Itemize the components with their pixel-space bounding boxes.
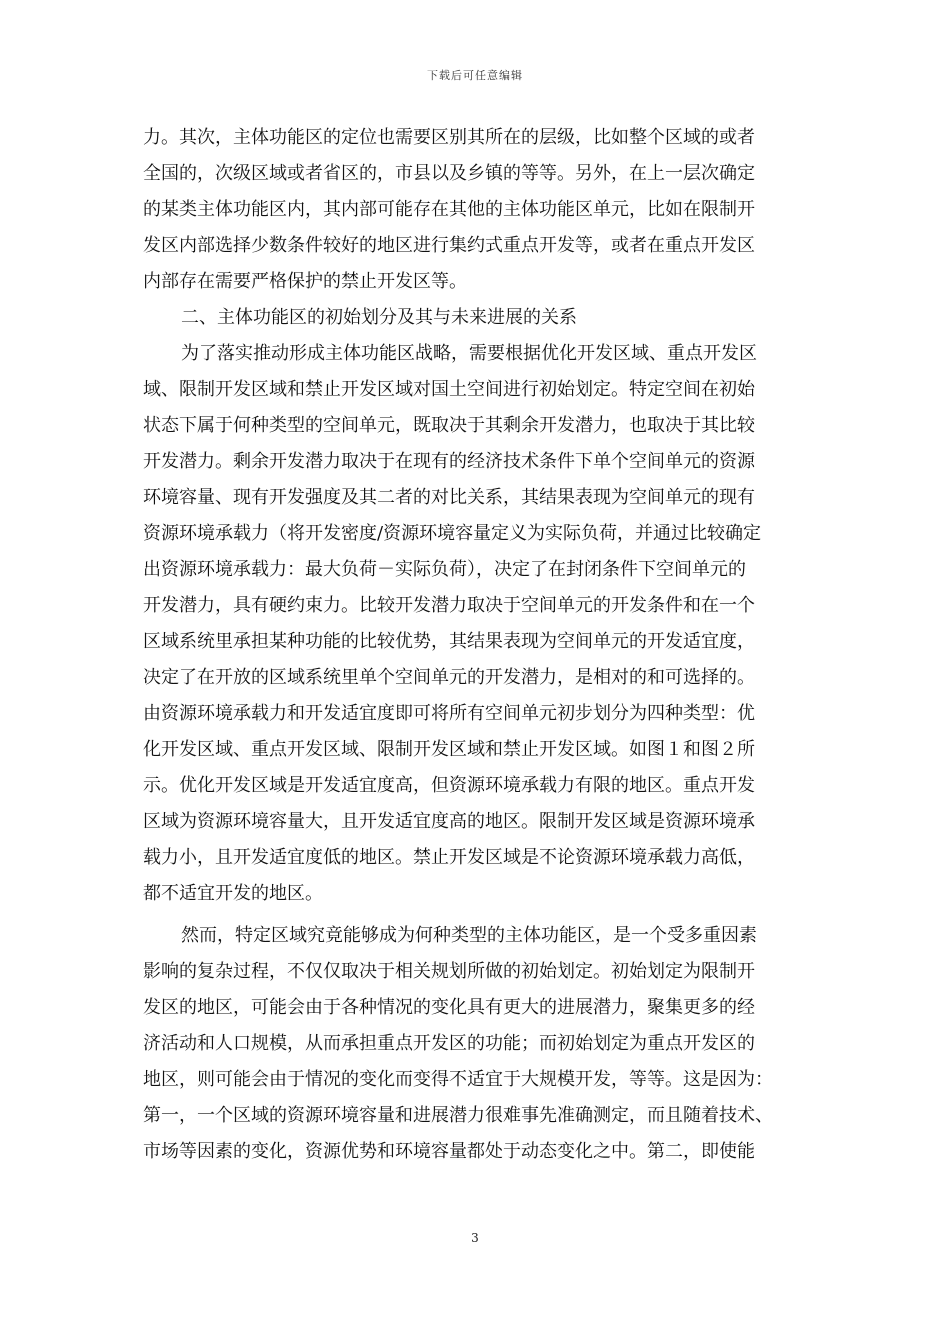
text-line: 区域为资源环境容量大，且开发适宜度高的地区。限制开发区域是资源环境承 bbox=[143, 811, 755, 832]
text-line: 影响的复杂过程，不仅仅取决于相关规划所做的初始划定。初始划定为限制开 bbox=[143, 961, 755, 982]
text-line: 都不适宜开发的地区。 bbox=[143, 883, 323, 904]
text-line: 的某类主体功能区内，其内部可能存在其他的主体功能区单元，比如在限制开 bbox=[143, 199, 755, 220]
text-line: 开发潜力。剩余开发潜力取决于在现有的经济技术条件下单个空间单元的资源 bbox=[143, 451, 755, 472]
text-line: 力。其次，主体功能区的定位也需要区别其所在的层级，比如整个区域的或者 bbox=[143, 127, 755, 148]
page-header: 下载后可任意编辑 bbox=[427, 69, 523, 82]
section-heading: 二、主体功能区的初始划分及其与未来进展的关系 bbox=[181, 307, 577, 328]
text-line: 决定了在开放的区域系统里单个空间单元的开发潜力，是相对的和可选择的。 bbox=[143, 667, 755, 688]
text-line: 区域系统里承担某种功能的比较优势，其结果表现为空间单元的开发适宜度， bbox=[143, 631, 755, 652]
text-line: 状态下属于何种类型的空间单元，既取决于其剩余开发潜力，也取决于其比较 bbox=[143, 415, 755, 436]
text-line: 开发潜力，具有硬约束力。比较开发潜力取决于空间单元的开发条件和在一个 bbox=[143, 595, 755, 616]
text-line: 然而，特定区域究竟能够成为何种类型的主体功能区，是一个受多重因素 bbox=[181, 925, 757, 946]
text-line: 全国的，次级区域或者省区的，市县以及乡镇的等等。另外，在上一层次确定 bbox=[143, 163, 755, 184]
document-body bbox=[143, 120, 809, 1170]
text-line: 由资源环境承载力和开发适宜度即可将所有空间单元初步划分为四种类型：优 bbox=[143, 703, 755, 724]
text-line: 发区内部选择少数条件较好的地区进行集约式重点开发等，或者在重点开发区 bbox=[143, 235, 755, 256]
text-line: 发区的地区，可能会由于各种情况的变化具有更大的进展潜力，聚集更多的经 bbox=[143, 997, 755, 1018]
text-line: 内部存在需要严格保护的禁止开发区等。 bbox=[143, 271, 467, 292]
text-line: 化开发区域、重点开发区域、限制开发区域和禁止开发区域。如图１和图２所 bbox=[143, 739, 755, 760]
text-line: 示。优化开发区域是开发适宜度高，但资源环境承载力有限的地区。重点开发 bbox=[143, 775, 755, 796]
text-line: 载力小，且开发适宜度低的地区。禁止开发区域是不论资源环境承载力高低， bbox=[143, 847, 755, 868]
text-line: 域、限制开发区域和禁止开发区域对国土空间进行初始划定。特定空间在初始 bbox=[143, 379, 755, 400]
text-line: 为了落实推动形成主体功能区战略，需要根据优化开发区域、重点开发区 bbox=[181, 343, 757, 364]
text-line: 出资源环境承载力：最大负荷－实际负荷），决定了在封闭条件下空间单元的 bbox=[143, 559, 746, 580]
text-line: 第一，一个区域的资源环境容量和进展潜力很难事先准确测定，而且随着技术、 bbox=[143, 1105, 773, 1126]
text-line: 环境容量、现有开发强度及其二者的对比关系，其结果表现为空间单元的现有 bbox=[143, 487, 755, 508]
text-line: 市场等因素的变化，资源优势和环境容量都处于动态变化之中。第二，即使能 bbox=[143, 1141, 755, 1162]
text-line: 济活动和人口规模，从而承担重点开发区的功能；而初始划定为重点开发区的 bbox=[143, 1033, 755, 1054]
page-number: 3 bbox=[471, 1231, 479, 1245]
text-line: 资源环境承载力（将开发密度/资源环境容量定义为实际负荷，并通过比较确定 bbox=[143, 523, 762, 544]
text-line: 地区，则可能会由于情况的变化而变得不适宜于大规模开发，等等。这是因为： bbox=[143, 1069, 773, 1090]
